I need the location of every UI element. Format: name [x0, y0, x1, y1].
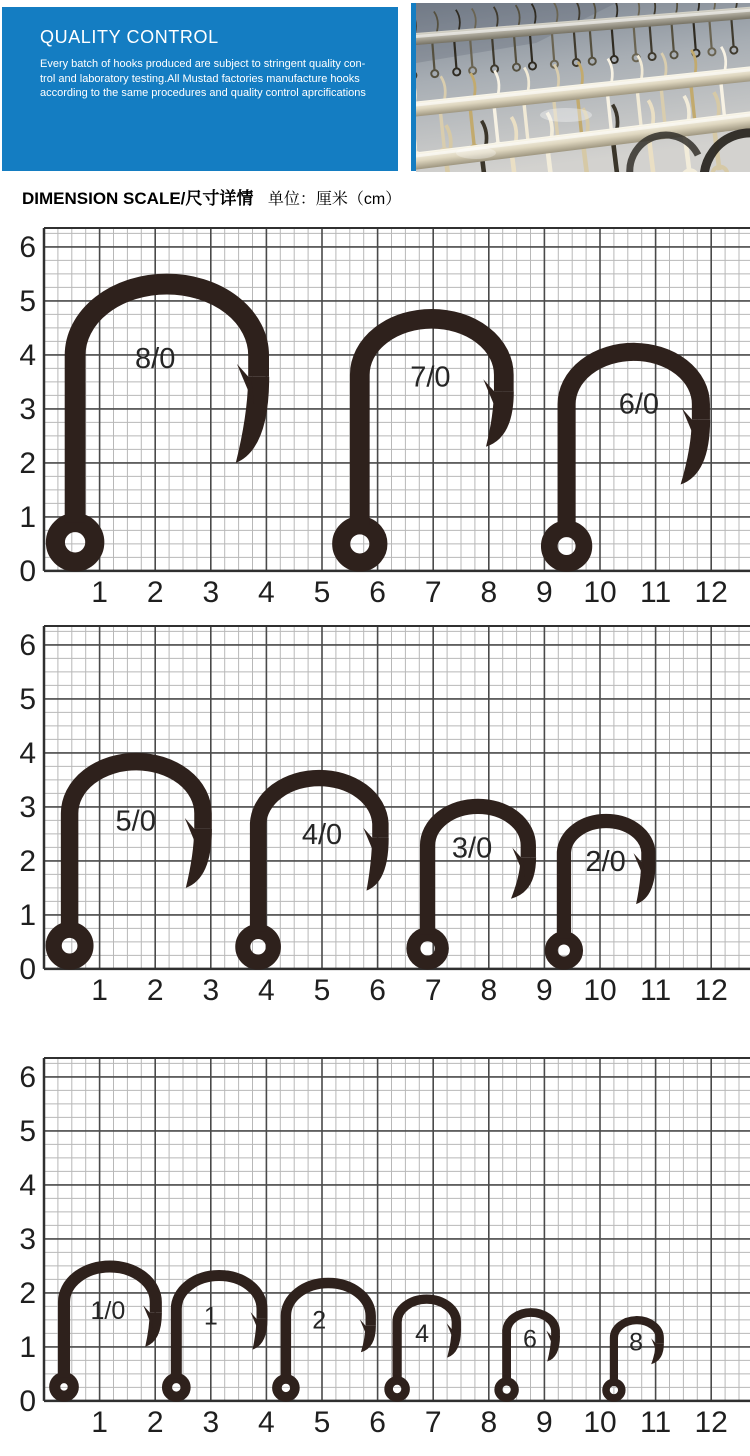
svg-text:4/0: 4/0: [301, 819, 343, 852]
hook-size-chart-small: [0, 1054, 750, 1446]
svg-text:5: 5: [313, 974, 331, 1007]
svg-text:11: 11: [640, 1406, 672, 1439]
svg-text:7: 7: [424, 974, 442, 1007]
svg-text:10: 10: [583, 974, 617, 1007]
svg-text:5/0: 5/0: [115, 805, 156, 838]
svg-text:4: 4: [258, 974, 275, 1007]
svg-text:9: 9: [536, 1406, 553, 1439]
svg-text:2: 2: [312, 1306, 327, 1335]
svg-text:1: 1: [203, 1302, 218, 1331]
hook-size-chart-large: [0, 224, 750, 616]
svg-text:8: 8: [480, 1406, 498, 1439]
svg-text:2: 2: [146, 974, 164, 1007]
svg-text:0: 0: [19, 952, 36, 986]
svg-text:5: 5: [19, 1114, 36, 1148]
hook-size-chart-medium: [0, 622, 750, 1014]
dimension-scale-label: DIMENSION SCALE/尺寸详情: [22, 189, 254, 208]
svg-text:6: 6: [369, 1406, 386, 1439]
svg-text:5: 5: [313, 1406, 331, 1439]
svg-text:1: 1: [19, 898, 36, 932]
svg-text:0: 0: [19, 1384, 36, 1418]
svg-text:1: 1: [91, 974, 108, 1007]
svg-text:8: 8: [480, 974, 498, 1007]
svg-text:2: 2: [146, 576, 164, 609]
svg-text:2: 2: [19, 1276, 36, 1310]
svg-text:11: 11: [640, 576, 672, 609]
svg-text:12: 12: [694, 1406, 728, 1439]
svg-text:6: 6: [19, 628, 36, 662]
quality-control-line-2: trol and laboratory testing.All Mustad factories manufacture hooks: [40, 72, 360, 85]
svg-text:4: 4: [19, 338, 36, 372]
svg-text:10: 10: [583, 576, 617, 609]
svg-text:2/0: 2/0: [585, 846, 626, 879]
quality-control-line-1: Every batch of hooks produced are subject to stringent quality con-: [40, 58, 366, 70]
svg-text:4: 4: [19, 736, 36, 770]
svg-text:7: 7: [424, 1406, 442, 1439]
svg-text:9: 9: [536, 974, 553, 1007]
svg-text:1/0: 1/0: [90, 1296, 126, 1325]
quality-control-title: QUALITY CONTROL: [40, 27, 219, 47]
svg-text:6: 6: [369, 576, 386, 609]
dimension-unit-label: 单位：厘米（cm）: [267, 191, 402, 208]
quality-control-panel: [2, 7, 398, 171]
svg-text:5: 5: [313, 576, 331, 609]
svg-text:7: 7: [424, 576, 442, 609]
svg-text:1: 1: [19, 1330, 36, 1364]
svg-text:8/0: 8/0: [135, 342, 176, 375]
svg-text:3: 3: [202, 974, 220, 1007]
svg-text:3: 3: [202, 576, 220, 609]
svg-text:6: 6: [19, 1060, 36, 1094]
svg-text:6/0: 6/0: [618, 388, 660, 421]
svg-text:3: 3: [19, 790, 36, 824]
svg-text:2: 2: [19, 446, 36, 480]
svg-text:3/0: 3/0: [451, 832, 493, 865]
svg-text:10: 10: [583, 1406, 617, 1439]
svg-text:3: 3: [19, 1222, 36, 1256]
svg-text:5: 5: [19, 682, 36, 716]
svg-text:4: 4: [415, 1320, 430, 1349]
svg-text:2: 2: [146, 1406, 164, 1439]
svg-text:8: 8: [629, 1328, 644, 1357]
svg-text:6: 6: [369, 974, 386, 1007]
svg-text:6: 6: [19, 230, 36, 264]
svg-text:6: 6: [522, 1325, 537, 1354]
quality-control-line-3: according to the same procedures and quality control aprcifications: [40, 87, 366, 99]
svg-text:11: 11: [640, 974, 672, 1007]
svg-text:12: 12: [694, 974, 728, 1007]
svg-text:1: 1: [91, 576, 108, 609]
svg-text:4: 4: [258, 1406, 275, 1439]
svg-text:9: 9: [536, 576, 553, 609]
dimension-scale-heading: [22, 184, 722, 209]
svg-text:1: 1: [91, 1406, 108, 1439]
svg-text:5: 5: [19, 284, 36, 318]
factory-photo: [416, 3, 750, 172]
svg-text:3: 3: [202, 1406, 220, 1439]
svg-text:0: 0: [19, 554, 36, 588]
svg-text:1: 1: [19, 500, 36, 534]
svg-text:3: 3: [19, 392, 36, 426]
factory-photo-illustration: [416, 3, 750, 172]
svg-text:7/0: 7/0: [410, 361, 451, 394]
svg-text:4: 4: [258, 576, 275, 609]
svg-text:4: 4: [19, 1168, 36, 1202]
quality-control-text: [40, 57, 392, 101]
svg-text:12: 12: [694, 576, 728, 609]
svg-text:2: 2: [19, 844, 36, 878]
svg-text:8: 8: [480, 576, 498, 609]
